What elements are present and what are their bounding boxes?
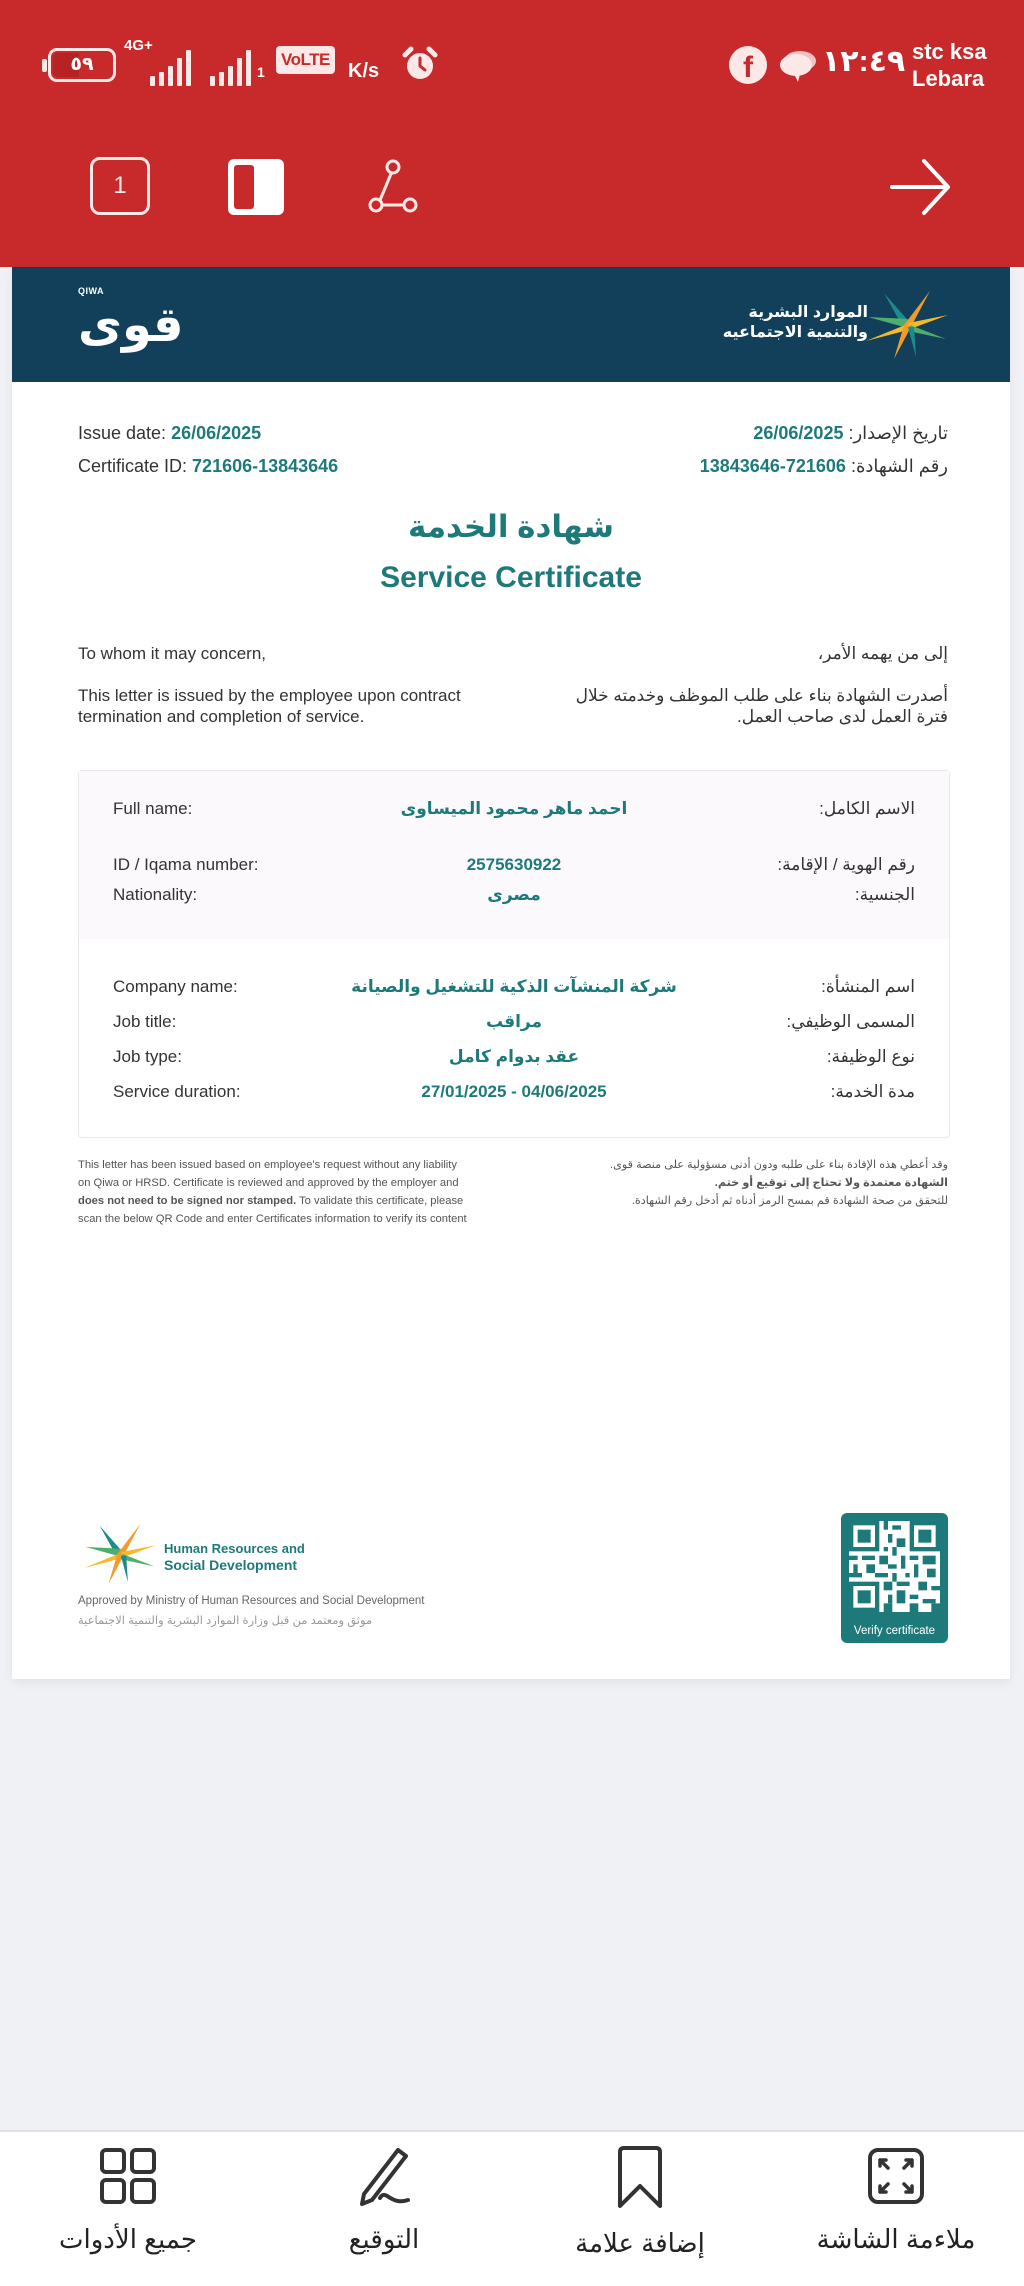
ministry-name-ar: [723, 303, 868, 343]
signal-icon: [150, 48, 191, 86]
issue-date-label-ar: تاريخ الإصدار:: [848, 423, 948, 443]
hrsd-line-2: Social Development: [164, 1557, 298, 1573]
label-en: Service duration:: [113, 1082, 241, 1101]
label-ar: المسمى الوظيفي:: [786, 1012, 915, 1031]
facebook-icon: f: [729, 46, 767, 84]
carrier-1: stc ksa: [912, 39, 987, 64]
detail-row-service-duration: [113, 1080, 915, 1106]
bookmark-icon: [610, 2146, 670, 2210]
carrier-2: Lebara: [912, 66, 985, 91]
fit-screen-icon: [866, 2146, 926, 2206]
label-en: Full name:: [113, 799, 193, 818]
split-view-button[interactable]: [228, 159, 284, 215]
approved-ar: موثق ومعتمد من قبل وزارة الموارد البشرية والتنمية الاجتماعية: [78, 1615, 373, 1627]
qiwa-mark: قوى: [78, 297, 184, 353]
all-tools-button[interactable]: [28, 2146, 228, 2276]
issue-date-row: [78, 423, 948, 447]
bottom-action-bar: [0, 2130, 1024, 2286]
label-ar: نوع الوظيفة:: [826, 1047, 915, 1066]
status-bar: [0, 38, 1024, 90]
label-en: Job type:: [113, 1047, 182, 1066]
viewer-toolbar: [0, 155, 1024, 219]
disclaimer-en: [78, 1156, 468, 1228]
label-en: Company name:: [113, 977, 238, 996]
page-count-button[interactable]: 1: [90, 157, 150, 215]
detail-row-job-type: [113, 1045, 915, 1071]
value: شركة المنشآت الذكية للتشغيل والصيانة: [351, 977, 677, 996]
value: 27/01/2025 - 04/06/2025: [421, 1082, 607, 1101]
issue-date-label-en: Issue date:: [78, 423, 167, 443]
verify-certificate-label: Verify certificate: [853, 1625, 936, 1637]
label-en: Nationality:: [113, 885, 198, 904]
hrsd-line-1: Human Resources and: [164, 1541, 305, 1556]
document-header: [12, 267, 1010, 382]
carrier-names: [912, 38, 987, 92]
label-ar: رقم الهوية / الإقامة:: [777, 855, 915, 874]
value: احمد ماهر محمود الميساوى: [400, 799, 628, 818]
signature-label: التوقيع: [348, 2224, 420, 2254]
qiwa-logo: [78, 285, 184, 353]
greeting-ar: إلى من يهمه الأمر،: [817, 644, 948, 663]
hrsd-name-en: [164, 1541, 305, 1573]
disclaimer-ar-line-3: للتحقق من صحة الشهادة قم بمسح الرمز أدناه ثم أدخل رقم الشهادة.: [631, 1195, 948, 1207]
approved-en: Approved by Ministry of Human Resources and Social Development: [78, 1595, 425, 1607]
chat-icon: [778, 48, 818, 84]
value: مصرى: [487, 885, 541, 904]
detail-row-full-name: [113, 797, 915, 823]
all-tools-label: جميع الأدوات: [59, 2224, 197, 2254]
issue-date-ar: 26/06/2025: [753, 423, 844, 443]
disclaimer-en-bold: does not need to be signed nor stamped.: [78, 1195, 297, 1207]
detail-row-company: [113, 975, 915, 1001]
body-en: This letter is issued by the employee upon contract termination and completion of service.: [78, 686, 461, 726]
body-ar: أصدرت الشهادة بناء على طلب الموظف وخدمته خلال فترة العمل لدى صاحب العمل.: [575, 686, 948, 726]
ministry-line-2: والتنمية الاجتماعيه: [722, 324, 868, 341]
fit-screen-label: ملاءمة الشاشة: [816, 2224, 976, 2254]
add-bookmark-label: إضافة علامة: [575, 2228, 705, 2258]
label-en: ID / Iqama number:: [113, 855, 259, 874]
fit-screen-button[interactable]: [796, 2146, 996, 2276]
disclaimer-en-part-1: This letter has been issued based on employee's request without any liability on Qiwa or HRSD. Certificate is reviewed and approved by the employer and: [78, 1159, 459, 1189]
share-icon[interactable]: [358, 155, 424, 219]
signature-icon: [354, 2146, 414, 2206]
details-box: [78, 770, 950, 1138]
disclaimer-ar-line-1: وقد أعطي هذه الإفادة بناء على طلبه ودون أدنى مسؤولية على منصة قوى.: [609, 1159, 948, 1171]
value: 2575630922: [466, 855, 562, 874]
cert-id-label-ar: رقم الشهادة:: [850, 456, 948, 476]
arrow-right-icon[interactable]: [888, 155, 954, 219]
network-type: 4G+: [124, 37, 153, 54]
detail-row-id: [113, 853, 915, 879]
value: عقد بدوام كامل: [448, 1047, 580, 1066]
signal-icon: [210, 48, 251, 86]
speed-unit: K/s: [348, 60, 380, 82]
hrsd-footer-logo: [82, 1522, 158, 1586]
cert-id-ar: 721606-13843646: [699, 456, 846, 476]
detail-row-job-title: [113, 1010, 915, 1036]
issue-date-en: 26/06/2025: [171, 423, 262, 443]
disclaimer-ar-bold: الشهادة معتمدة ولا تحتاج إلى توقيع أو ختم.: [714, 1177, 948, 1189]
label-ar: الاسم الكامل:: [819, 799, 915, 818]
greeting-en: To whom it may concern,: [78, 644, 267, 663]
add-bookmark-button[interactable]: [540, 2146, 740, 2276]
hrsd-star-logo: [864, 289, 950, 361]
detail-row-nationality: [113, 883, 915, 909]
certificate-id-row: [78, 456, 948, 480]
volte-icon: VoLTE: [276, 46, 335, 74]
alarm-icon: [402, 46, 438, 82]
value: مراقب: [485, 1012, 543, 1031]
clock: ١٢:٤٩: [822, 45, 906, 78]
cert-id-label-en: Certificate ID:: [78, 456, 188, 476]
ministry-line-1: الموارد البشرية: [748, 304, 868, 321]
label-ar: اسم المنشأة:: [821, 977, 915, 996]
qiwa-tag: QIWA: [78, 286, 104, 296]
battery-icon: [48, 48, 116, 82]
title-en: Service Certificate: [380, 561, 642, 594]
disclaimer-en-part-2: To validate this certificate, please scan the below QR Code and enter Certificates information to verify its content: [78, 1195, 467, 1225]
signature-button[interactable]: [284, 2146, 484, 2276]
label-ar: الجنسية:: [854, 885, 915, 904]
disclaimer-ar: [528, 1156, 948, 1210]
qr-code-icon: [849, 1521, 940, 1612]
cert-id-en: 721606-13843646: [192, 456, 339, 476]
sim-slot: 1: [257, 64, 265, 80]
grid-icon: [98, 2146, 158, 2206]
battery-level: ٥٩: [70, 54, 94, 75]
app-header: [0, 0, 1024, 267]
label-ar: مدة الخدمة:: [830, 1082, 915, 1101]
verify-certificate-qr[interactable]: [841, 1513, 948, 1643]
certificate-document: [12, 267, 1010, 1679]
title-ar: شهادة الخدمة: [408, 509, 614, 544]
label-en: Job title:: [113, 1012, 177, 1031]
